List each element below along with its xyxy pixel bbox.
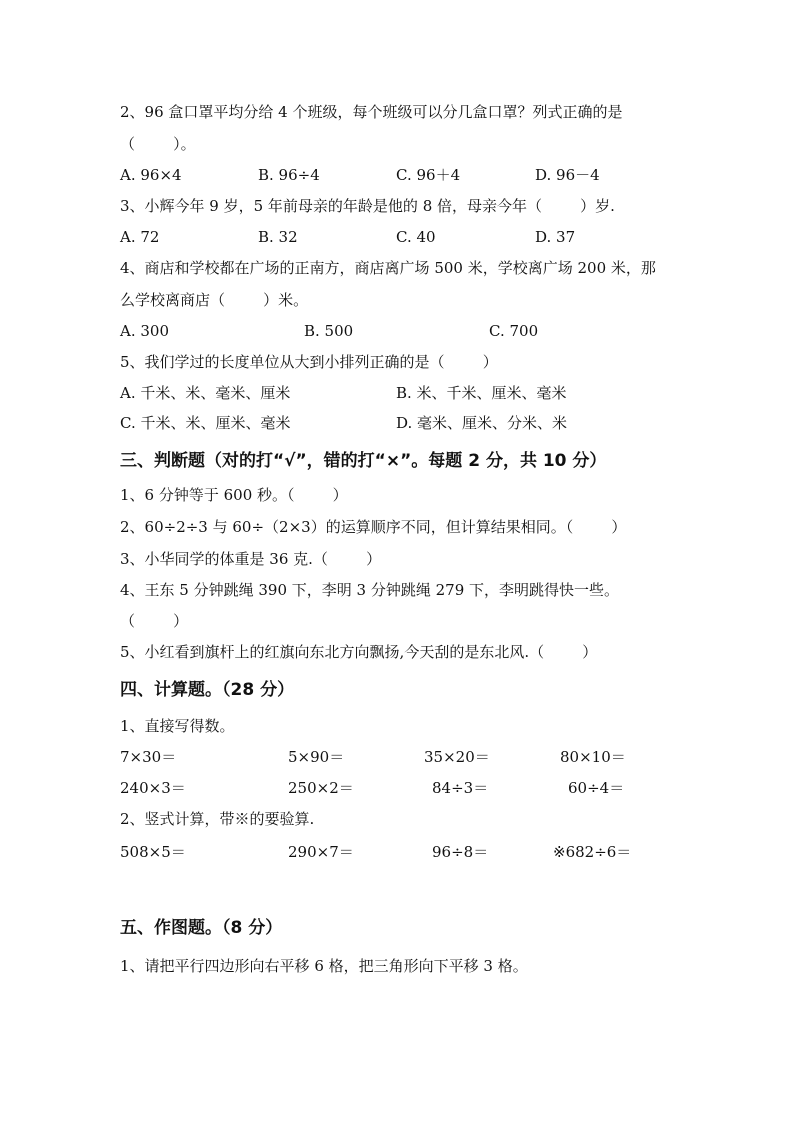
calc-item: 96÷8＝	[432, 843, 489, 861]
section-4-heading: 四、计算题。（28 分）	[120, 680, 295, 700]
calc-item: 290×7＝	[288, 843, 354, 861]
calc-item: 80×10＝	[560, 748, 626, 766]
calc-item: 84÷3＝	[432, 779, 489, 797]
calc-sub-1: 1、直接写得数。	[120, 717, 235, 735]
section-3-heading: 三、判断题（对的打“√”，错的打“×”。每题 2 分，共 10 分）	[120, 451, 607, 471]
judge-item-3: 3、小华同学的体重是 36 克.（ ）	[120, 550, 382, 568]
question-3-option-b: B. 32	[258, 228, 298, 246]
question-2-blank: （ ）。	[120, 135, 196, 153]
question-2-option-b: B. 96÷4	[258, 166, 320, 184]
question-4-option-a: A. 300	[120, 322, 169, 340]
question-2-option-c: C. 96＋4	[396, 166, 461, 184]
calc-item: 5×90＝	[288, 748, 345, 766]
question-5-option-c: C. 千米、米、厘米、毫米	[120, 414, 291, 432]
question-2-text: 2、96 盒口罩平均分给 4 个班级，每个班级可以分几盒口罩？列式正确的是	[120, 103, 623, 121]
question-5-option-d: D. 毫米、厘米、分米、米	[396, 414, 568, 432]
calc-item: 35×20＝	[424, 748, 490, 766]
calc-item: 240×3＝	[120, 779, 186, 797]
question-3-option-a: A. 72	[120, 228, 160, 246]
calc-item: 60÷4＝	[568, 779, 625, 797]
judge-item-4: 4、王东 5 分钟跳绳 390 下，李明 3 分钟跳绳 279 下，李明跳得快一些。	[120, 581, 620, 599]
question-4-text: 4、商店和学校都在广场的正南方，商店离广场 500 米，学校离广场 200 米，那	[120, 259, 656, 277]
calc-item: ※682÷6＝	[553, 843, 632, 861]
calc-item: 7×30＝	[120, 748, 177, 766]
calc-item: 250×2＝	[288, 779, 354, 797]
question-5-option-a: A. 千米、米、毫米、厘米	[120, 384, 291, 402]
question-2-option-d: D. 96－4	[535, 166, 600, 184]
question-3-option-d: D. 37	[535, 228, 576, 246]
question-4-option-b: B. 500	[304, 322, 354, 340]
question-5-option-b: B. 米、千米、厘米、毫米	[396, 384, 567, 402]
judge-item-1: 1、6 分钟等于 600 秒。（ ）	[120, 486, 348, 504]
judge-item-2: 2、60÷2÷3 与 60÷（2×3）的运算顺序不同，但计算结果相同。（ ）	[120, 518, 627, 536]
calc-item: 508×5＝	[120, 843, 186, 861]
judge-item-4-blank: （ ）	[120, 612, 189, 630]
question-2-option-a: A. 96×4	[120, 166, 182, 184]
question-3-text: 3、小辉今年 9 岁，5 年前母亲的年龄是他的 8 倍，母亲今年（ ）岁.	[120, 197, 615, 215]
question-3-option-c: C. 40	[396, 228, 436, 246]
calc-sub-2: 2、竖式计算，带※的要验算.	[120, 810, 315, 828]
question-4-option-c: C. 700	[489, 322, 539, 340]
section-5-heading: 五、作图题。（8 分）	[120, 918, 283, 938]
drawing-item-1: 1、请把平行四边形向右平移 6 格，把三角形向下平移 3 格。	[120, 957, 528, 975]
question-5-text: 5、我们学过的长度单位从大到小排列正确的是（ ）	[120, 353, 498, 371]
judge-item-5: 5、小红看到旗杆上的红旗向东北方向飘扬,今天刮的是东北风.（ ）	[120, 643, 598, 661]
question-4-text-cont: 么学校离商店（ ）米。	[120, 291, 309, 309]
